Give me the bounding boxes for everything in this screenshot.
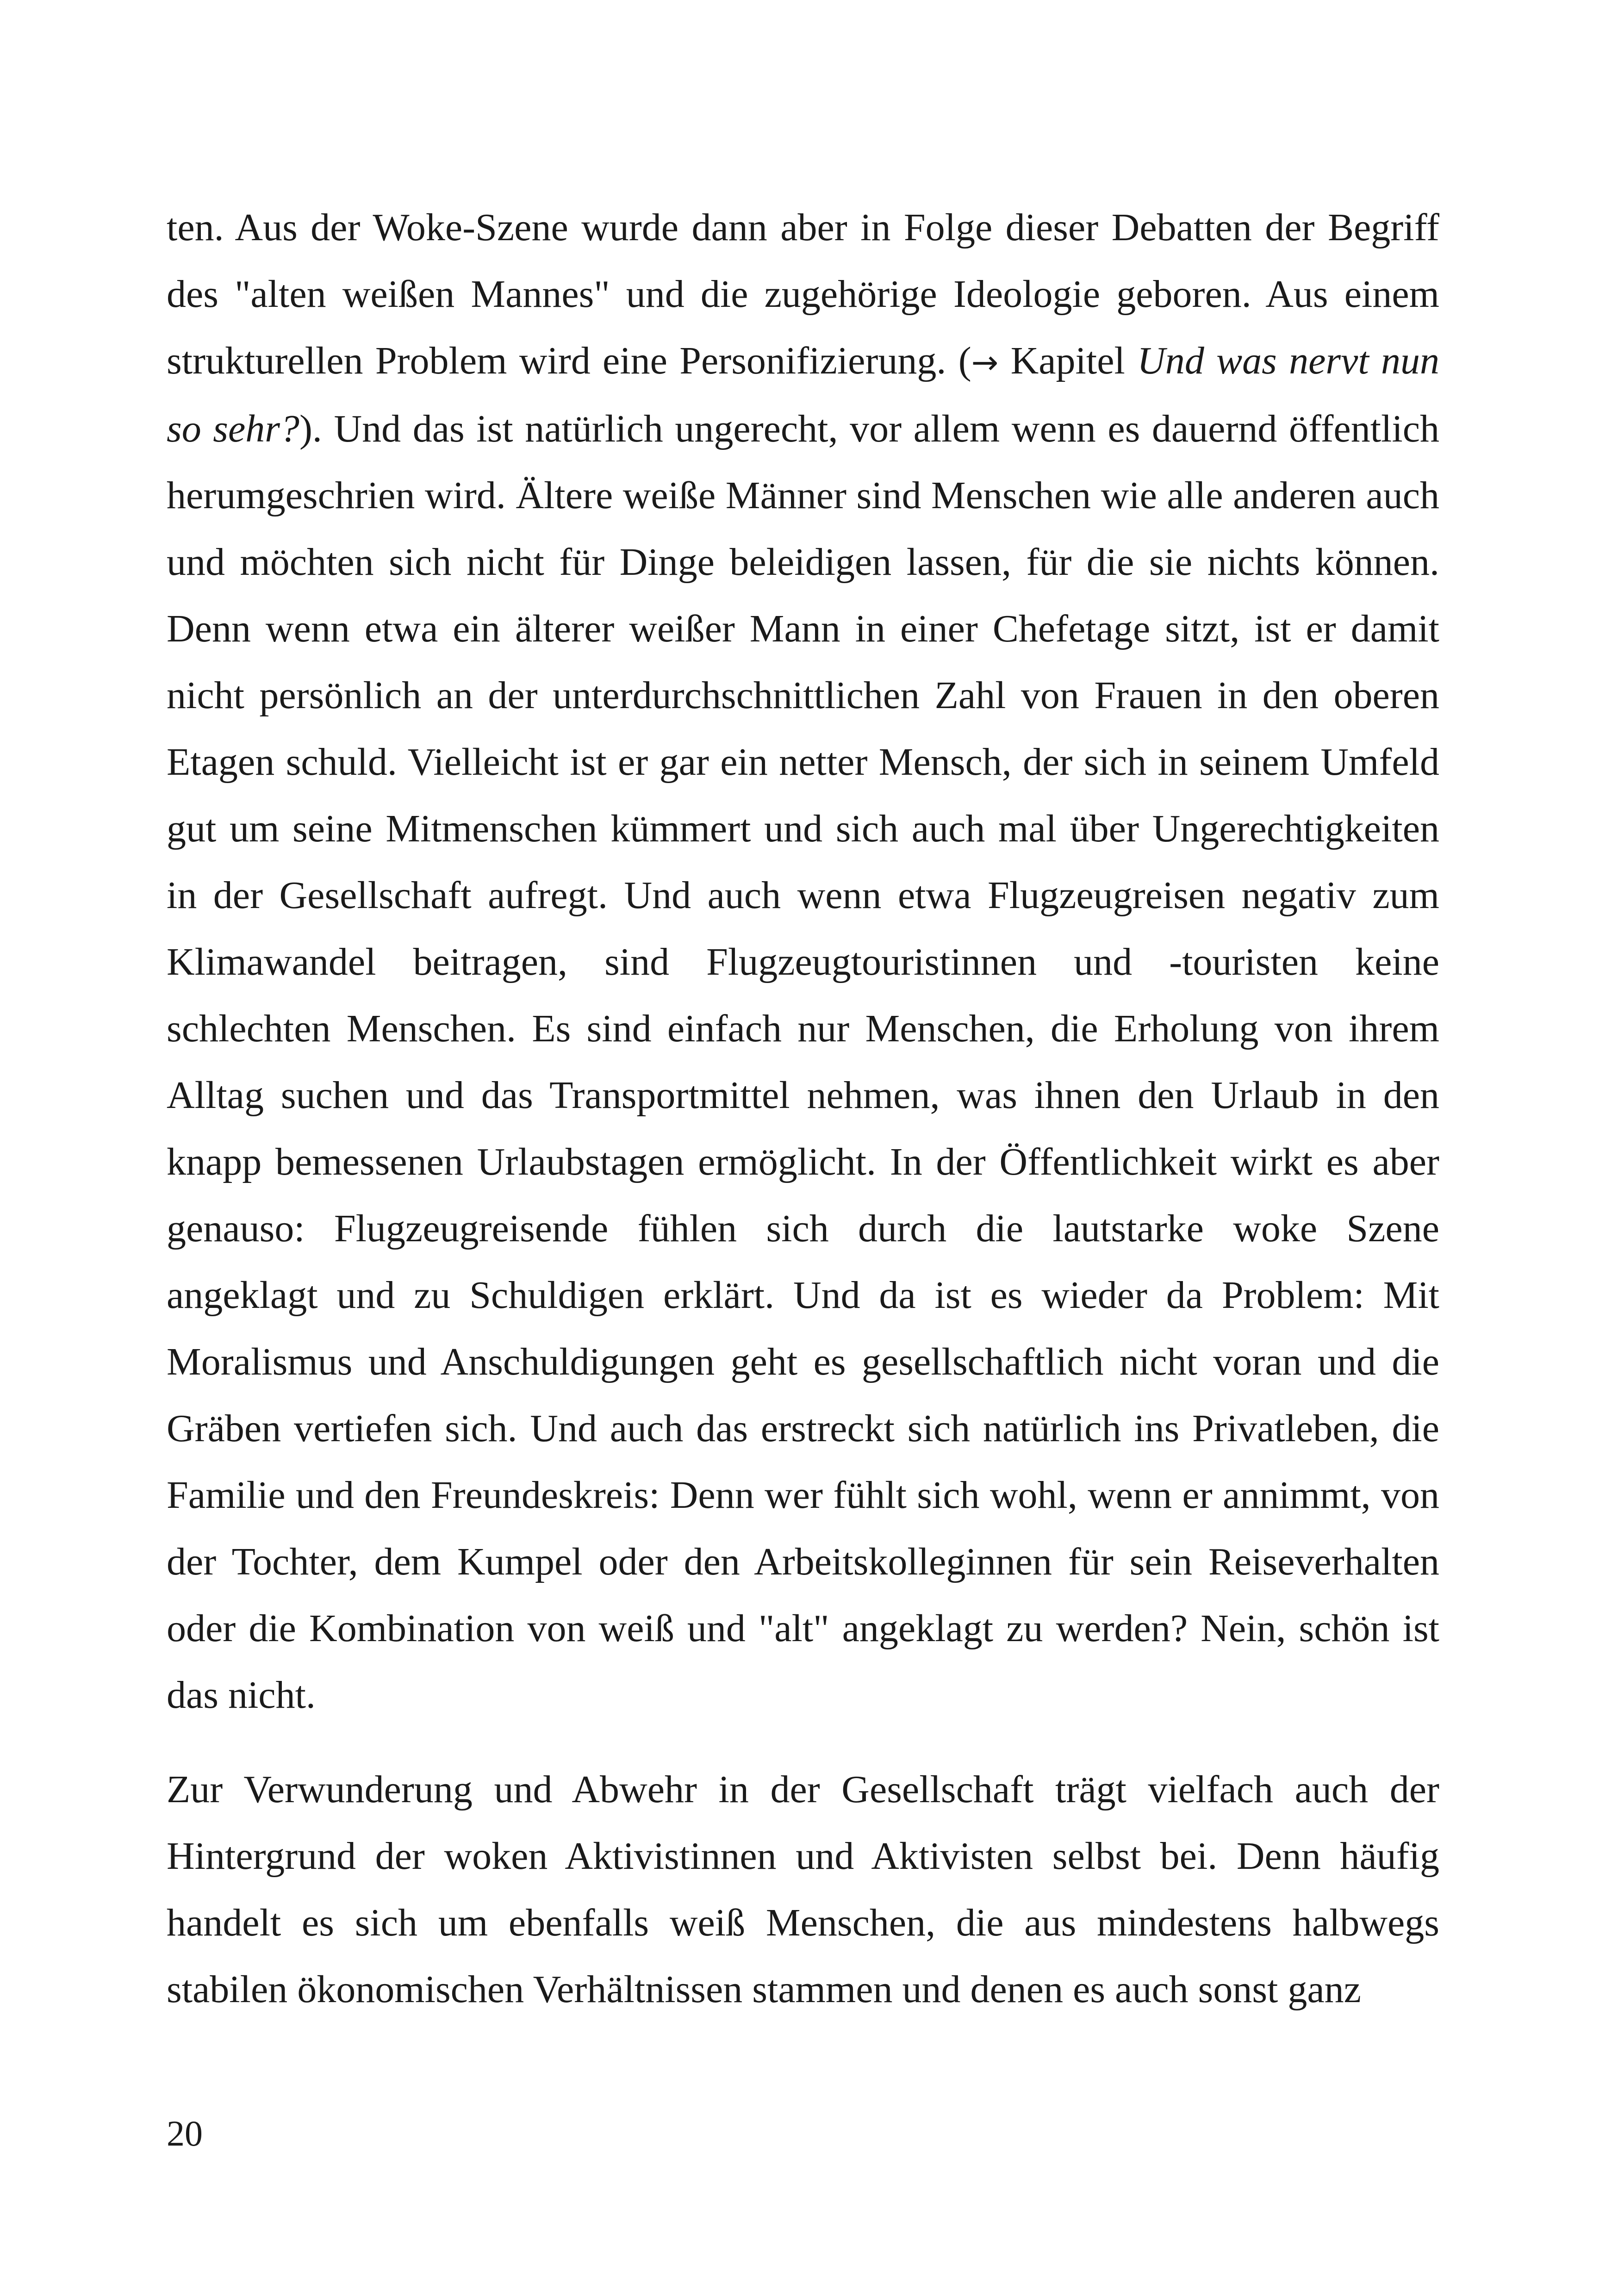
chapter-reference: Und was nervt nun so sehr? — [167, 339, 1439, 450]
paragraph-1-run-1: ten. Aus der Woke-Szene wurde dann aber in Folge dieser Debatten der Begriff des "alten weißen Mannes" und die zugehörige Ideologie geboren. Aus einem strukturellen Problem wird eine Personifizierung. ( — [167, 206, 1439, 382]
paragraph-1 — [167, 194, 1439, 1729]
paragraph-2-run-1: Zur Verwunderung und Abwehr in der Gesellschaft trägt vielfach auch der Hintergrund der woken Aktivistinnen und Aktivisten selbst bei. Denn häufig handelt es sich um ebenfalls weiß Menschen, die aus mindestens halbwegs stabilen ökonomischen Verhältnissen stammen und denen es auch sonst ganz — [167, 1768, 1439, 2011]
paragraph-1-run-5: ). Und das ist natürlich ungerecht, vor allem wenn es dauernd öffentlich herumgeschrien wird. Ältere weiße Männer sind Menschen wie alle anderen auch und möchten sich nicht für Dinge beleidigen lassen, für die sie nichts können. Denn wenn etwa ein älterer weißer Mann in einer Chefetage sitzt, ist er damit nicht persönlich an der unterdurchschnittlichen Zahl von Frauen in den oberen Etagen schuld. Vielleicht ist er gar ein netter Mensch, der sich in seinem Umfeld gut um seine Mitmenschen kümmert und sich auch mal über Ungerechtigkeiten in der Gesellschaft aufregt. Und auch wenn etwa Flugzeugreisen negativ zum Klimawandel beitragen, sind Flugzeugtouristinnen und -touristen keine schlechten Menschen. Es sind einfach nur Menschen, die Erholung von ihrem Alltag suchen und das Transportmittel nehmen, was ihnen den Urlaub in den knapp bemessenen Urlaubstagen ermöglicht. In der Öffentlichkeit wirkt es aber genauso: Flugzeugreisende fühlen sich durch die lautstarke woke Szene angeklagt und zu Schuldigen erklärt. Und da ist es wieder da Problem: Mit Moralismus und Anschuldigungen geht es gesellschaftlich nicht voran und die Gräben vertiefen sich. Und auch das erstreckt sich natürlich ins Privatleben, die Familie und den Freundeskreis: Denn wer fühlt sich wohl, wenn er annimmt, von der Tochter, dem Kumpel oder den Arbeitskolleginnen für sein Reiseverhalten oder die Kombination von weiß und "alt" angeklagt zu werden? Nein, schön ist das nicht. — [167, 407, 1439, 1717]
body-text — [167, 194, 1439, 2023]
page-number: 20 — [167, 2113, 203, 2153]
arrow-right-icon: → — [971, 343, 999, 381]
paragraph-2 — [167, 1756, 1439, 2023]
paragraph-1-run-3: Kapitel — [998, 339, 1138, 382]
